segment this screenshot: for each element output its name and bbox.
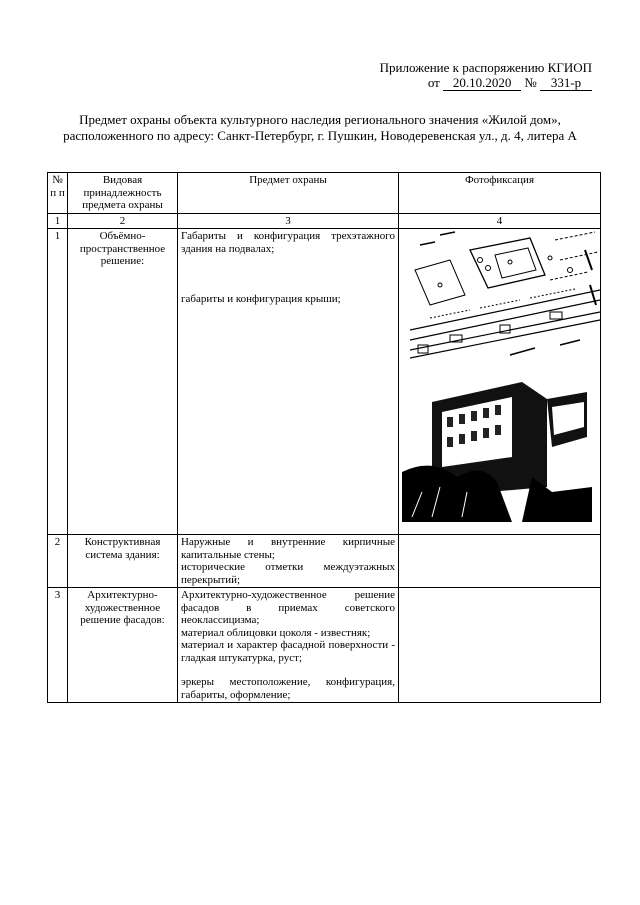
subject-item: Габариты и конфигурация трехэтажного здания на подвалах;: [181, 230, 395, 255]
row-category: Объёмно-пространственное решение:: [68, 229, 178, 535]
protection-subject-table: [47, 172, 601, 703]
row-subject: [178, 535, 399, 588]
site-plan-image: [410, 230, 600, 365]
row-photos-empty: [399, 535, 601, 588]
subject-item: Архитектурно-художественное решение фасадов в приемах советского неоклассицизма;: [181, 589, 395, 626]
header-subject: Предмет охраны: [178, 173, 399, 214]
header-category: Видовая принадлежность предмета охраны: [68, 173, 178, 214]
appendix-header: [362, 60, 592, 91]
title-line-2: расположенного по адресу: Санкт-Петербург, г. Пушкин, Новодеревенская ул., д. 4, литера А: [63, 128, 577, 143]
header-num: № п п: [48, 173, 68, 214]
number-label: №: [524, 75, 537, 90]
row-category: Архитектурно-художественное решение фасадов:: [68, 588, 178, 703]
subject-item: габариты и конфигурация крыши;: [181, 293, 341, 305]
row-photos-empty: [399, 588, 601, 703]
row-subject: [178, 229, 399, 535]
order-date: 20.10.2020: [443, 75, 521, 91]
table-header-row: [48, 173, 601, 214]
subject-item: материал и характер фасадной поверхности - гладкая штукатурка, руст;: [181, 639, 395, 664]
appendix-date-number: [362, 75, 592, 91]
table-row: [48, 535, 601, 588]
column-number-row: [48, 213, 601, 229]
title-line-1: Предмет охраны объекта культурного наследия регионального значения «Жилой дом»,: [79, 112, 561, 127]
subject-item: материал облицовки цоколя - известняк;: [181, 626, 371, 639]
order-number: 331-р: [540, 75, 592, 91]
row-number: 3: [48, 588, 68, 703]
col-number: 3: [178, 213, 399, 229]
table-row: [48, 229, 601, 535]
building-photo-image: [402, 377, 592, 522]
row-photos: [399, 229, 601, 535]
row-subject: [178, 588, 399, 703]
table-row: [48, 588, 601, 703]
subject-item: эркеры местоположение, конфигурация, габариты, оформление;: [181, 676, 395, 701]
header-photo: Фотофиксация: [399, 173, 601, 214]
col-number: 2: [68, 213, 178, 229]
from-label: от: [427, 75, 440, 90]
document-title: [40, 112, 600, 144]
subject-item: исторические отметки междуэтажных перекрытий;: [181, 561, 395, 586]
appendix-line: Приложение к распоряжению КГИОП: [379, 60, 592, 75]
row-number: 2: [48, 535, 68, 588]
subject-item: Наружные и внутренние кирпичные капитальные стены;: [181, 536, 395, 561]
col-number: 1: [48, 213, 68, 229]
col-number: 4: [399, 213, 601, 229]
row-number: 1: [48, 229, 68, 535]
row-category: Конструктивная система здания:: [68, 535, 178, 588]
